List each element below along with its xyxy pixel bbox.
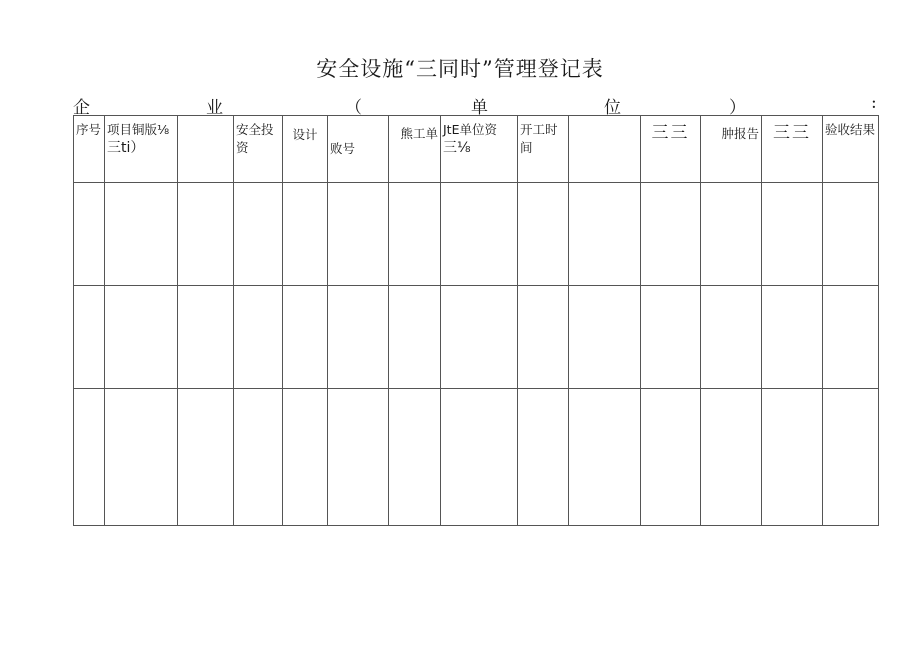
table-cell[interactable]	[569, 389, 641, 526]
table-cell[interactable]	[105, 183, 178, 286]
table-cell[interactable]	[762, 286, 823, 389]
table-cell[interactable]	[701, 389, 762, 526]
header-text: 败号	[330, 141, 356, 156]
header-text: 开工时	[520, 122, 558, 137]
header-text: 资	[236, 140, 249, 155]
table-cell[interactable]	[823, 286, 879, 389]
header-row	[74, 116, 879, 183]
header-text: 序号	[76, 122, 102, 137]
table-cell[interactable]	[234, 389, 283, 526]
header-cell	[105, 116, 178, 183]
table-cell[interactable]	[105, 389, 178, 526]
table-cell[interactable]	[328, 389, 389, 526]
enterprise-paren-open: （	[345, 98, 362, 118]
header-cell	[283, 116, 328, 183]
table-cell[interactable]	[389, 286, 441, 389]
table-cell[interactable]	[328, 183, 389, 286]
enterprise-line	[73, 93, 879, 118]
header-text: 设计	[292, 127, 318, 142]
table-cell[interactable]	[283, 286, 328, 389]
header-text: 三ti）	[107, 140, 145, 156]
table-cell[interactable]	[569, 286, 641, 389]
table-cell[interactable]	[178, 389, 234, 526]
table-cell[interactable]	[283, 183, 328, 286]
table-cell[interactable]	[178, 286, 234, 389]
header-cell	[701, 116, 762, 183]
table-cell[interactable]	[105, 286, 178, 389]
enterprise-label-char-1: 企	[73, 98, 90, 118]
header-text: 验收结果	[825, 122, 876, 137]
table-cell[interactable]	[518, 286, 569, 389]
table-cell[interactable]	[74, 286, 105, 389]
header-cell	[823, 116, 879, 183]
table-cell[interactable]	[641, 183, 701, 286]
table-cell[interactable]	[389, 389, 441, 526]
table-cell[interactable]	[234, 183, 283, 286]
header-text: 肿报告	[721, 126, 759, 141]
enterprise-label-char-2: 业	[206, 98, 223, 118]
table-cell[interactable]	[283, 389, 328, 526]
table-cell[interactable]	[701, 286, 762, 389]
table-cell[interactable]	[389, 183, 441, 286]
header-text: 三⅛	[443, 140, 471, 156]
enterprise-label-char-4: 位	[604, 98, 621, 118]
header-text: 三三	[651, 123, 690, 143]
header-cell	[234, 116, 283, 183]
table-cell[interactable]	[441, 389, 518, 526]
table-cell[interactable]	[441, 286, 518, 389]
table-cell[interactable]	[762, 389, 823, 526]
table-row	[74, 286, 879, 389]
header-text: 安全投	[236, 122, 274, 137]
header-cell	[569, 116, 641, 183]
table-cell[interactable]	[701, 183, 762, 286]
header-cell	[641, 116, 701, 183]
page-title: 安全设施“三同时”管理登记表	[316, 57, 604, 81]
table-cell[interactable]	[823, 389, 879, 526]
header-cell	[762, 116, 823, 183]
table-cell[interactable]	[328, 286, 389, 389]
table-row	[74, 183, 879, 286]
header-text: 项目铜版⅛	[107, 122, 170, 137]
header-text: 间	[520, 140, 533, 155]
table-cell[interactable]	[74, 183, 105, 286]
table-cell[interactable]	[178, 183, 234, 286]
header-cell	[441, 116, 518, 183]
table-cell[interactable]	[823, 183, 879, 286]
table-cell[interactable]	[74, 389, 105, 526]
enterprise-paren-close: ）	[729, 98, 746, 118]
header-cell	[389, 116, 441, 183]
registration-table	[73, 115, 879, 526]
table-cell[interactable]	[518, 183, 569, 286]
enterprise-colon: :	[871, 93, 877, 113]
header-cell	[328, 116, 389, 183]
header-cell	[74, 116, 105, 183]
table-cell[interactable]	[234, 286, 283, 389]
table-cell[interactable]	[518, 389, 569, 526]
enterprise-label-char-3: 单	[471, 98, 488, 118]
header-text: JtE单位资	[443, 122, 497, 137]
table-cell[interactable]	[441, 183, 518, 286]
table-cell[interactable]	[641, 286, 701, 389]
header-cell	[178, 116, 234, 183]
header-cell	[518, 116, 569, 183]
table-cell[interactable]	[762, 183, 823, 286]
table-cell[interactable]	[569, 183, 641, 286]
table-row	[74, 389, 879, 526]
table-cell[interactable]	[641, 389, 701, 526]
header-text: 三三	[773, 123, 811, 143]
header-text: 熊工单	[400, 126, 438, 141]
